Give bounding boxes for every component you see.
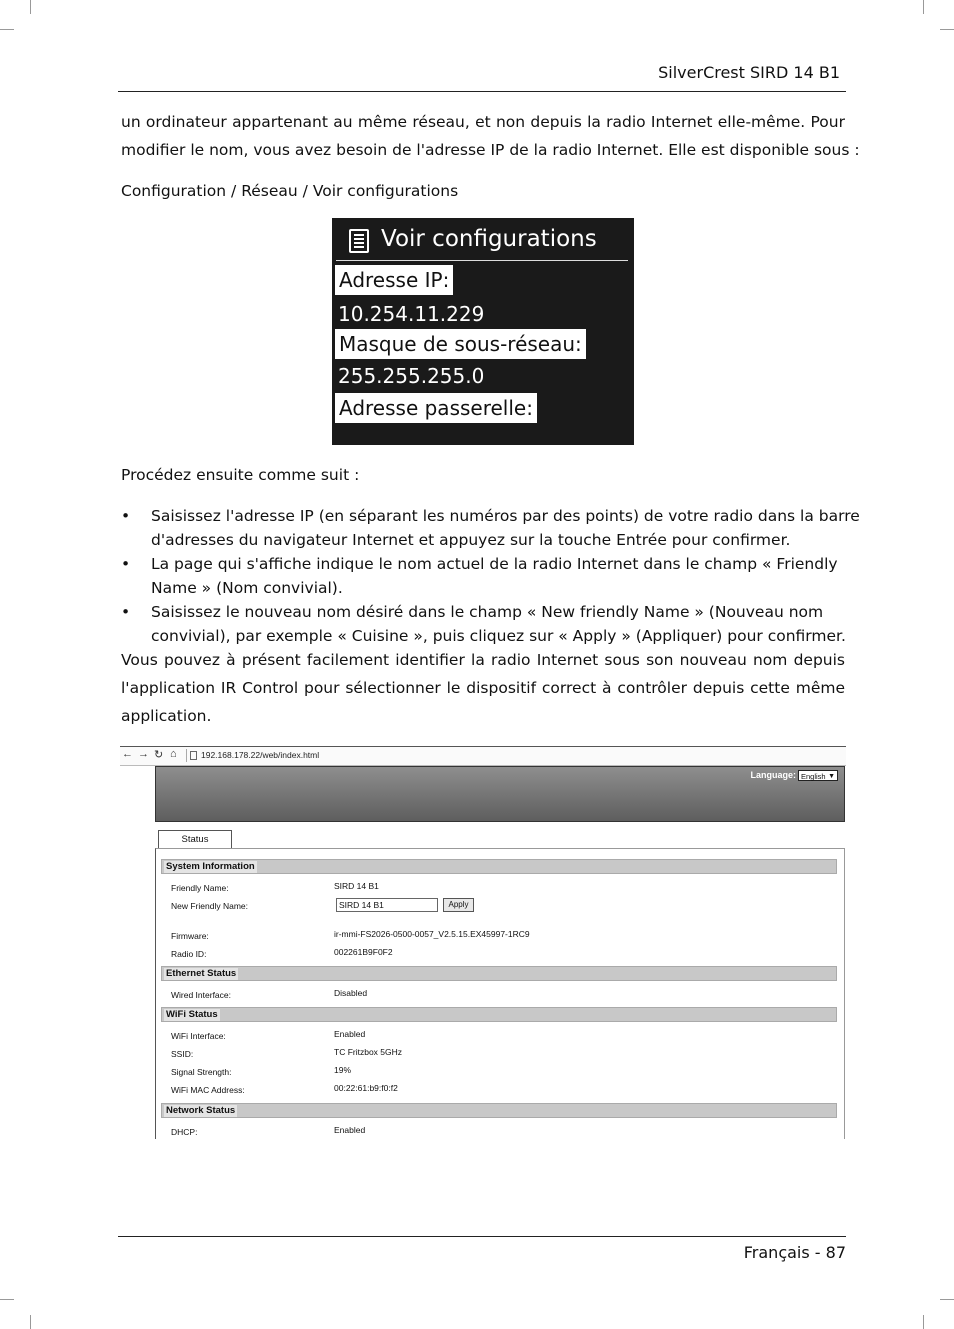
page-icon	[190, 751, 197, 760]
web-banner	[155, 766, 845, 822]
section-title: System Information	[166, 861, 255, 872]
bullet-icon: •	[121, 603, 131, 621]
section-header-wifi	[161, 1007, 837, 1022]
bullet-icon: •	[121, 507, 131, 525]
device-screen	[332, 218, 634, 445]
signal-strength-value: 19%	[334, 1065, 352, 1075]
ip-value: 10.254.11.229	[338, 302, 485, 326]
home-icon[interactable]: ⌂	[170, 748, 177, 760]
signal-strength-label: Signal Strength:	[171, 1067, 232, 1077]
crop-mark	[30, 1315, 31, 1329]
mac-address-label: WiFi MAC Address:	[171, 1085, 245, 1095]
chevron-down-icon: ▼	[828, 773, 835, 780]
reload-icon[interactable]: ↻	[154, 749, 164, 761]
text-line: Saisissez l'adresse IP (en séparant les numéros par des points) de votre radio dans la barre	[151, 507, 860, 525]
mask-value: 255.255.255.0	[338, 364, 485, 388]
new-name-label: New Friendly Name:	[171, 901, 248, 911]
section-header-system	[161, 859, 837, 874]
closing-paragraph	[121, 646, 845, 730]
text-line: Saisissez le nouveau nom désiré dans le champ « New friendly Name » (Nouveau nom	[151, 603, 824, 621]
section-header-network	[161, 1103, 837, 1118]
url-bar[interactable]	[186, 749, 861, 762]
wifi-interface-label: WiFi Interface:	[171, 1031, 226, 1041]
crop-mark	[0, 29, 14, 30]
language-value: English	[801, 772, 826, 781]
browser-toolbar	[120, 746, 846, 766]
forward-icon[interactable]: →	[138, 748, 149, 760]
text-line: l'application IR Control pour sélectionner le dispositif correct à contrôler depuis cette même	[121, 679, 845, 697]
dhcp-label: DHCP:	[171, 1127, 198, 1137]
ip-label: Adresse IP:	[335, 265, 453, 295]
friendly-name-label: Friendly Name:	[171, 883, 229, 893]
text-line: application.	[121, 707, 212, 725]
text-line: d'adresses du navigateur Internet et appuyez sur la touche Entrée pour confirmer.	[151, 531, 791, 549]
text-line: Vous pouvez à présent facilement identifier la radio Internet sous son nouveau nom depuis	[121, 651, 845, 669]
new-friendly-name-input[interactable]: SIRD 14 B1	[336, 898, 438, 912]
crop-mark	[30, 0, 31, 14]
text-line: Name » (Nom convivial).	[151, 579, 343, 597]
ssid-value: TC Fritzbox 5GHz	[334, 1047, 403, 1057]
crop-mark	[0, 1299, 14, 1300]
header-rule	[118, 91, 846, 92]
section-title: Network Status	[166, 1105, 236, 1116]
crop-mark	[940, 1299, 954, 1300]
apply-button[interactable]: Apply	[443, 898, 474, 912]
tab-status[interactable]: Status	[158, 830, 232, 849]
browser-screenshot	[120, 746, 846, 1138]
language-label: Language:	[750, 770, 796, 780]
section-header-ethernet	[161, 966, 837, 981]
wifi-interface-value: Enabled	[334, 1029, 366, 1039]
firmware-label: Firmware:	[171, 931, 209, 941]
text-line: modifier le nom, vous avez besoin de l'adresse IP de la radio Internet. Elle est disponible sous :	[121, 141, 860, 159]
radio-id-value: 002261B9F0F2	[334, 947, 393, 957]
text-line: La page qui s'affiche indique le nom actuel de la radio Internet dans le champ « Friendly	[151, 555, 838, 573]
radio-id-label: Radio ID:	[171, 949, 207, 959]
crop-mark	[923, 0, 924, 14]
header-title: SilverCrest SIRD 14 B1	[658, 63, 840, 82]
mask-label: Masque de sous-réseau:	[335, 329, 586, 359]
back-icon[interactable]: ←	[122, 748, 133, 760]
footer-page-number: Français - 87	[743, 1243, 846, 1262]
friendly-name-value: SIRD 14 B1	[334, 881, 379, 891]
footer-rule	[118, 1236, 846, 1237]
procedure-intro: Procédez ensuite comme suit :	[121, 466, 360, 484]
gateway-label: Adresse passerelle:	[335, 393, 537, 423]
url-text: 192.168.178.22/web/index.html	[201, 750, 320, 760]
wired-interface-value: Disabled	[334, 988, 368, 998]
bullet-icon: •	[121, 555, 131, 573]
device-screen-title: Voir configurations	[381, 226, 597, 252]
status-panel	[155, 848, 845, 1139]
section-title: Ethernet Status	[166, 968, 237, 979]
firmware-value: ir-mmi-FS2026-0500-0057_V2.5.15.EX45997-1RC9	[334, 929, 530, 939]
text-line: un ordinateur appartenant au même réseau, et non depuis la radio Internet elle-même. Pour	[121, 113, 845, 131]
intro-paragraph	[121, 108, 860, 164]
menu-path: Configuration / Réseau / Voir configurations	[121, 182, 459, 200]
mac-address-value: 00:22:61:b9:f0:f2	[334, 1083, 398, 1093]
dhcp-value: Enabled	[334, 1125, 366, 1135]
list-icon	[349, 229, 369, 253]
language-select[interactable]	[798, 770, 838, 781]
crop-mark	[940, 29, 954, 30]
crop-mark	[923, 1315, 924, 1329]
section-title: WiFi Status	[166, 1009, 218, 1020]
ssid-label: SSID:	[171, 1049, 194, 1059]
wired-interface-label: Wired Interface:	[171, 990, 231, 1000]
divider	[336, 260, 628, 261]
text-line: convivial), par exemple « Cuisine », puis cliquez sur « Apply » (Appliquer) pour confirmer.	[151, 627, 846, 645]
